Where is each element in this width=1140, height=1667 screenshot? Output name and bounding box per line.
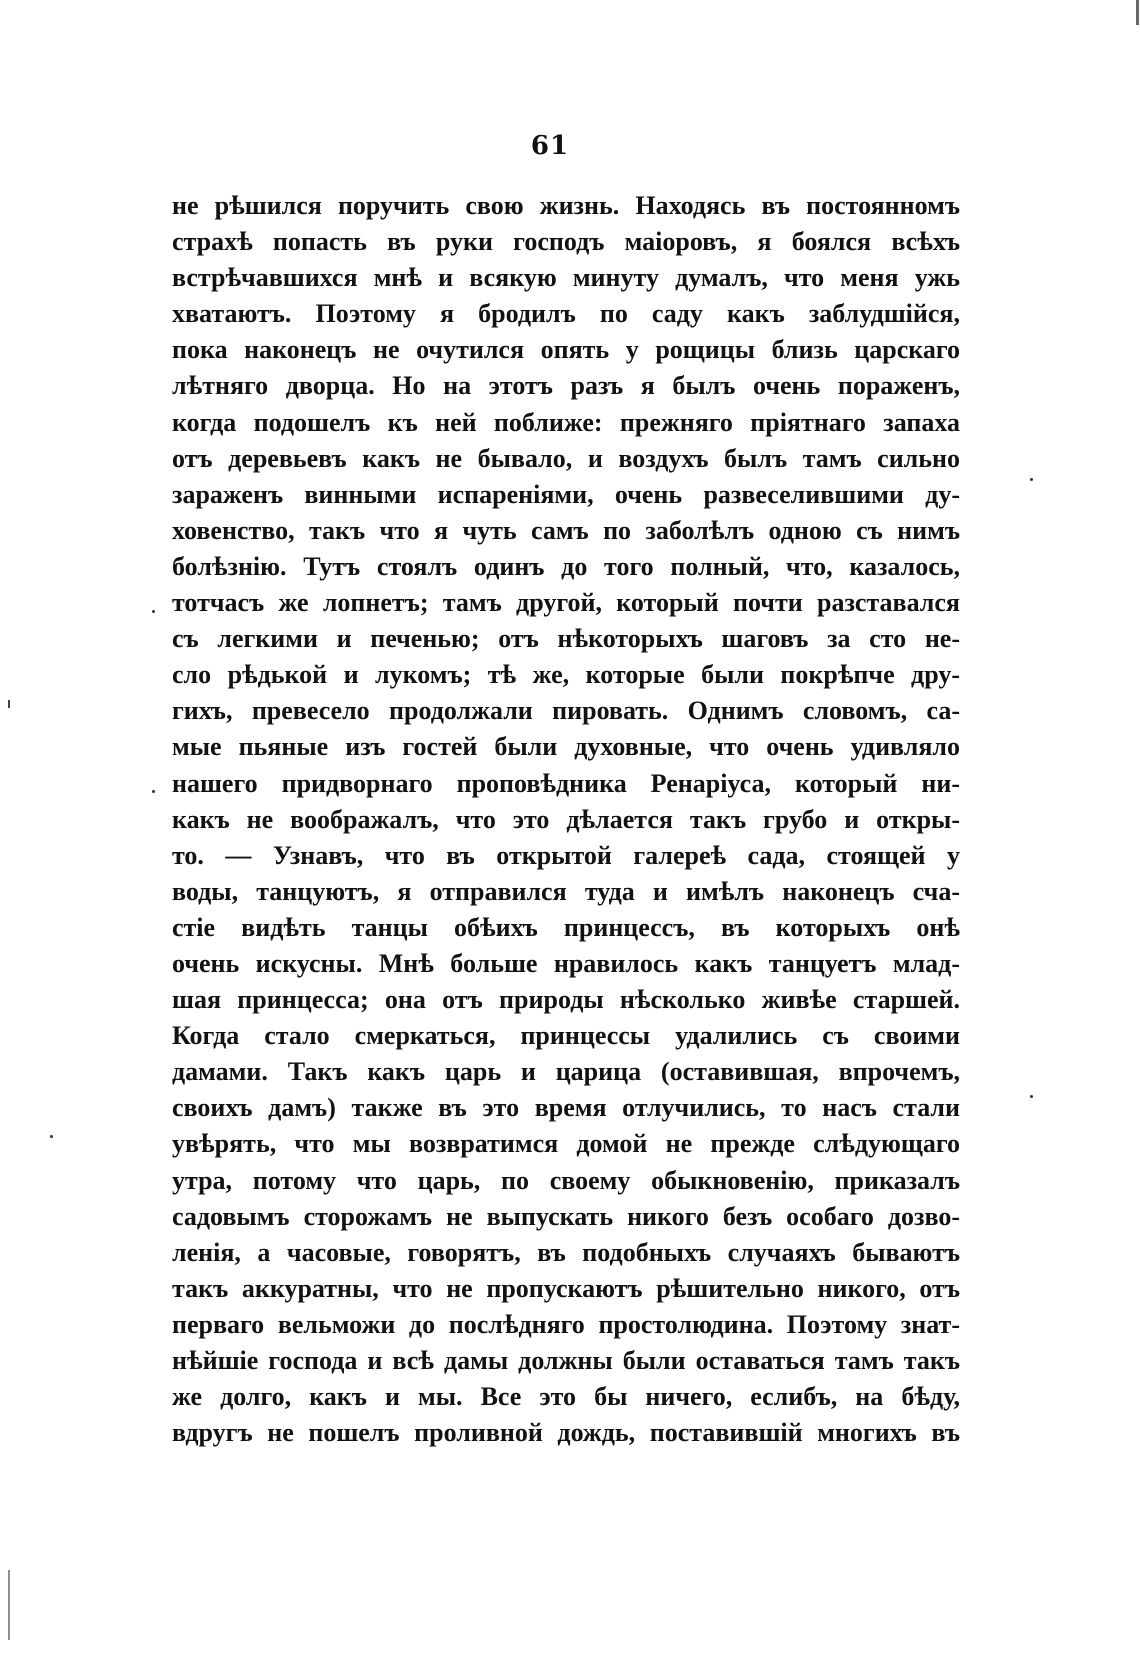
scan-speck bbox=[152, 610, 155, 613]
text-line: дамами. Такъ какъ царь и царица (оставившая, впрочемъ, bbox=[172, 1057, 960, 1087]
text-line: не рѣшился поручить свою жизнь. Находясь въ постоянномъ bbox=[172, 191, 960, 220]
text-line: нашего придворнаго проповѣдника Ренаріуса, который ни- bbox=[172, 768, 960, 798]
text-line: хватаютъ. Поэтому я бродилъ по саду какъ заблудшійся, bbox=[172, 299, 960, 329]
text-line: лѣтняго дворца. Но на этотъ разъ я былъ очень пораженъ, bbox=[172, 371, 960, 401]
text-line: отъ деревьевъ какъ не бывало, и воздухъ былъ тамъ сильно bbox=[172, 443, 960, 473]
scan-edge-mark bbox=[1136, 0, 1139, 25]
text-line: пока наконецъ не очутился опять у рощицы близь царскаго bbox=[172, 335, 960, 365]
text-line: вдругъ не пошелъ проливной дождь, поставившій многихъ въ bbox=[172, 1418, 960, 1448]
text-line: воды, танцуютъ, я отправился туда и имѣлъ наконецъ сча- bbox=[172, 876, 960, 906]
text-line: ховенство, такъ что я чуть самъ по заболѣлъ одною съ нимъ bbox=[172, 515, 960, 545]
scan-edge-mark bbox=[8, 1570, 10, 1640]
text-line: когда подошелъ къ ней поближе: прежняго пріятнаго запаха bbox=[172, 407, 960, 437]
text-line: болѣзнію. Тутъ стоялъ одинъ до того полный, что, казалось, bbox=[172, 551, 960, 581]
text-line: нѣйшіе господа и всѣ дамы должны были оставаться тамъ такъ bbox=[172, 1346, 960, 1375]
body-text bbox=[172, 188, 960, 1451]
text-line: садовымъ сторожамъ не выпускать никого безъ особаго дозво- bbox=[172, 1201, 960, 1231]
text-line: мые пьяные изъ гостей были духовные, что очень удивляло bbox=[172, 732, 960, 762]
text-line: такъ аккуратны, что не пропускаютъ рѣшительно никого, отъ bbox=[172, 1273, 960, 1303]
text-line: ленія, а часовые, говорятъ, въ подобныхъ случаяхъ бываютъ bbox=[172, 1237, 960, 1267]
text-line: страхѣ попасть въ руки господъ маіоровъ, я боялся всѣхъ bbox=[172, 227, 960, 257]
scan-speck bbox=[1030, 1095, 1033, 1098]
text-line: очень искусны. Мнѣ больше нравилось какъ танцуетъ млад- bbox=[172, 948, 960, 978]
text-line: же долго, какъ и мы. Все это бы ничего, еслибъ, на бѣду, bbox=[172, 1382, 960, 1412]
text-line: утра, потому что царь, по своему обыкновенію, приказалъ bbox=[172, 1165, 960, 1195]
text-line: Когда стало смеркаться, принцессы удалились съ своими bbox=[172, 1021, 960, 1051]
text-line: перваго вельможи до послѣдняго простолюдина. Поэтому знат- bbox=[172, 1309, 960, 1339]
page-number: 61 bbox=[530, 131, 570, 161]
text-line: то. — Узнавъ, что въ открытой галереѣ сада, стоящей у bbox=[172, 840, 960, 870]
text-line: встрѣчавшихся мнѣ и всякую минуту думалъ, что меня ужь bbox=[172, 263, 960, 293]
text-line: гихъ, превесело продолжали пировать. Однимъ словомъ, са- bbox=[172, 696, 960, 726]
text-line: какъ не воображалъ, что это дѣлается такъ грубо и откры- bbox=[172, 804, 960, 834]
text-line: сло рѣдькой и лукомъ; тѣ же, которые были покрѣпче дру- bbox=[172, 660, 960, 690]
text-line: стіе видѣть танцы обѣихъ принцессъ, въ которыхъ онѣ bbox=[172, 912, 960, 942]
scan-edge-mark bbox=[8, 700, 10, 708]
text-line: зараженъ винными испареніями, очень развеселившими ду- bbox=[172, 479, 960, 509]
text-line: тотчасъ же лопнетъ; тамъ другой, который почти разставался bbox=[172, 588, 960, 618]
scan-speck bbox=[152, 790, 155, 793]
text-line: своихъ дамъ) также въ это время отлучились, то насъ стали bbox=[172, 1093, 960, 1123]
text-line: съ легкими и печенью; отъ нѣкоторыхъ шаговъ за сто не- bbox=[172, 624, 960, 654]
text-line: шая принцесса; она отъ природы нѣсколько живѣе старшей. bbox=[172, 985, 960, 1015]
scan-speck bbox=[50, 1135, 53, 1138]
text-line: увѣрять, что мы возвратимся домой не прежде слѣдующаго bbox=[172, 1129, 960, 1159]
scan-speck bbox=[1030, 478, 1033, 481]
